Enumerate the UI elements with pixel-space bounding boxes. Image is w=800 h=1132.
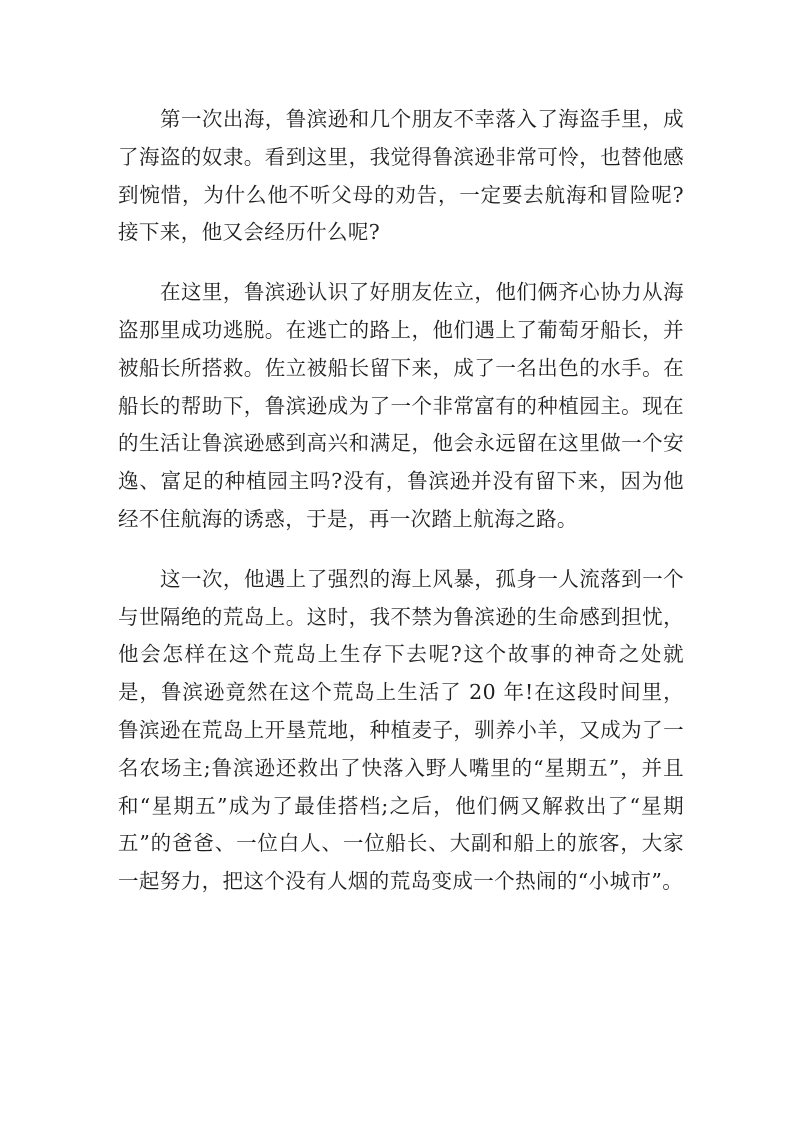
paragraph-2: 在这里，鲁滨逊认识了好朋友佐立，他们俩齐心协力从海盗那里成功逃脱。在逃亡的路上，他们遇上了葡萄牙船长，并被船长所搭救。佐立被船长留下来，成了一名出色的水手。在船长的帮助下，鲁滨逊成为了一个非常富有的种植园主。现在的生活让鲁滨逊感到高兴和满足，他会永远留在这里做一个安逸、富足的种植园主吗?没有，鲁滨逊并没有留下来，因为他经不住航海的诱惑，于是，再一次踏上航海之路。 [118,280,684,531]
paragraph-3: 这一次，他遇上了强烈的海上风暴，孤身一人流落到一个与世隔绝的荒岛上。这时，我不禁为鲁滨逊的生命感到担忧，他会怎样在这个荒岛上生存下去呢?这个故事的神奇之处就是，鲁滨逊竟然在这个荒岛上生活了 20 年!在这段时间里，鲁滨逊在荒岛上开垦荒地，种植麦子，驯养小羊，又成为了一名农场主;鲁滨逊还救出了快落入野人嘴里的“星期五”，并且和“星期五”成为了最佳搭档;之后，他们俩又解救出了“星期五”的爸爸、一位白人、一位船长、大副和船上的旅客，大家一起努力，把这个没有人烟的荒岛变成一个热闹的“小城市”。 [118,566,684,894]
document-page [118,101,684,923]
paragraph-1: 第一次出海，鲁滨逊和几个朋友不幸落入了海盗手里，成了海盗的奴隶。看到这里，我觉得鲁滨逊非常可怜，也替他感到惋惜，为什么他不听父母的劝告，一定要去航海和冒险呢?接下来，他又会经历什么呢? [118,107,684,245]
